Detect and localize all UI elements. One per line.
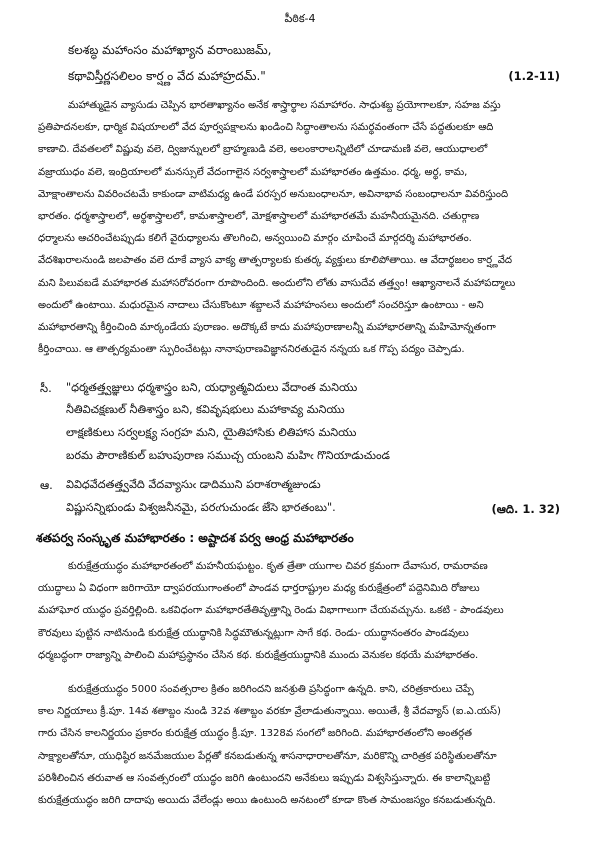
paragraph-3-line: కాల నిర్ణయాలు క్రీ.పూ. 14వ శతాబ్దం నుండి 32వ శతాబ్దం వరకూ వ్రేలాడుతున్నాయి. అయితే, శ్రీ వేదవ్యాస్ (ఐ.ఎ.యస్) — [38, 706, 501, 718]
paragraph-1-line: కాణాచి. దేవతలలో విష్ణువు వలె, ద్విజున్నులలో బ్రాహ్మణుడి వలె, అలంకారాలన్నిటిలో చూడామణి వలె, ఆయుధాలలో — [38, 144, 488, 156]
page-number: పీఠిక-4 — [284, 12, 316, 25]
poem-1-line: నీతివిచక్షణుల్ నీతిశాస్త్రం బని, కవివృషభులు మహాకావ్య మనియు — [66, 403, 345, 416]
opening-verse-line-2: కథావిస్తీర్ణసలిలం కార్ష్ణం వేద మహాహ్రదమ్." — [68, 69, 266, 83]
paragraph-3-line: కురుక్షేత్రయుద్ధం 5000 సంవత్సరాల క్రితం జరిగిందని జనశ్రుతి ప్రసిద్ధంగా ఉన్నది. కాని, చరిత్రకారులు చెప్పే — [68, 684, 474, 695]
paragraph-3-line: పరిశీలించిన తరువాత ఆ సంవత్సరంలో యుద్ధం జరిగి ఉంటుందని అనేకులు ఇప్పుడు విశ్వసిస్తున్నారు. ఈ కాలాన్నిబట్టి — [38, 772, 491, 784]
paragraph-3-line: గారు చేసిన కాలనిర్ణయం ప్రకారం కురుక్షేత్ర యుద్ధం క్రీ.పూ. 1328వ సంగలో జరిగింది. మహాభారతంలోని అంతర్గత — [38, 728, 473, 740]
poem-2-line: విష్ణుసన్నిభుండు విశ్వజనీనమై, పరఁగుచుండఁ జేసె భారతంబు". — [66, 501, 336, 514]
paragraph-1-line: మోక్షాంతాలను వివరించటమే కాకుండా వాటిమధ్య ఉండే పరస్పర అనుబంధాలనూ, అవినాభావ సంబంధాలనూ వివరిస్తుంది — [38, 188, 509, 200]
paragraph-2-line: ధర్మబద్ధంగా రాజ్యాన్ని పాలించి మహాప్రస్థానం చేసిన కథ. కురుక్షేత్రయుద్ధానికి ముందు వెనుకల కథయే మహాభారతం. — [38, 649, 479, 661]
paragraph-1-line: మహాభారతాన్ని కీర్తించింది మార్కండేయ పురాణం. అదొక్కటే కాదు మహాపురాణాలన్నీ మహాభారతాన్ని మహిమోన్నతంగా — [38, 322, 496, 334]
paragraph-2 — [38, 556, 566, 667]
paragraph-2-line: మహాఘోర యుద్ధం ప్రవర్తిల్లింది. ఒకవిధంగా మహాభారతేతివృత్తాన్ని రెండు విభాగాలుగా చేయవచ్చును. ఒకటి - పాండవులు — [38, 605, 504, 617]
paragraph-2-line: కురుక్షేత్రయుద్ధం మహాభారతంలో మహనీయఘట్టం. కృత త్రేతా యుగాల చివర క్రమంగా దేవాసుర, రామరావణ — [68, 561, 488, 572]
opening-verse-reference: (1.2-11) — [508, 69, 560, 83]
paragraph-1-line: ప్రతిపాదనలకూ, ధార్మిక విషయాలలో వేద పూర్వపక్షాలను ఖండించి సిద్ధాంతాలను సమర్థవంతంగా చేసే పద్ధతులకూ ఆది — [38, 122, 494, 134]
poem-1-line: లాక్షణికులు సర్వలక్ష్య సంగ్రహ మని, యైతిహాసికు లితిహాస మనియు — [66, 426, 357, 439]
paragraph-1 — [38, 95, 566, 361]
paragraph-1-line: భారతం. ధర్మశాస్త్రాలలో, అర్థశాస్త్రాలలో, కామశాస్త్రాలలో, మోక్షశాస్త్రాలలో మహాభారతమే మహనీయమైనది. చతుర్గాణ — [38, 211, 480, 223]
paragraph-2-line: కౌరవులు పుట్టిన నాటినుండి కురుక్షేత్ర యుద్ధానికి సిద్ధమౌతున్నట్లుగా సాగే కథ. రెండు- యుద్ధానంతరం పాండవులు — [38, 627, 469, 639]
paragraph-3-line: కురుక్షేత్రయుద్ధం జరిగి దాదాపు అయిదు వేలేండ్లు అయి ఉంటుంది అనటంలో కూడా కొంత సామంజస్యం కనబడుతున్నది. — [38, 795, 496, 807]
paragraph-1-line: ధర్మాలను ఆచరించేటప్పుడు కలిగే వైరుధ్యాలను తొలగించి, అన్వయించి మార్గం చూపించే మార్గదర్శి మహాభారతం. — [38, 233, 472, 245]
section-heading: శతపర్వ సంస్కృత మహాభారతం : అష్టాదశ పర్వ ఆంధ్ర మహాభారతం — [36, 531, 354, 545]
paragraph-3-line: సాక్ష్యాలతోనూ, యుధిష్ఠిర జనమేజయుల పేర్లతో కనబడుతున్న శాసనాధారాలతోనూ, మరికొన్ని చారిత్రక పరిస్థితులతోనూ — [38, 750, 497, 762]
paragraph-1-line: మని పిలువబడే మహాభారత మహాసరోవరంగా రూపొందింది. అందులోని లోతు వాసుదేవ తత్త్వం! ఆఖ్యానాలనే మహాపద్మాలు — [38, 277, 516, 289]
paragraph-1-line: వేదశిఖరాలనుండి జలపాతం వలె దూకే వ్యాస వాక్య తాత్పర్యాలకు కుతర్క వ్యక్తులు కూలిపోతాయి. ఆ వేదార్థజలం కార్ష్ణవేద — [38, 255, 513, 267]
paragraph-2-line: యుద్ధాలు ఏ విధంగా జరిగాయో ద్వాపరయుగాంతంలో పాండవ ధార్తరాష్ట్రుల మధ్య కురుక్షేత్రంలో పద్దెనిమిది రోజులు — [38, 583, 480, 595]
poem-1-line: బరమ పౌరాణికుల్ బహుపురాణ సముచ్చ యంబని మహిఁ గొనియాడుచుండ — [66, 449, 390, 462]
poem-2-reference: (ఆది. 1. 32) — [491, 502, 560, 516]
poem-2-line: వివిధవేదతత్త్వవేది వేదవ్యాసుఁ డాదిముని పరాశరాత్మజుండు — [66, 478, 321, 491]
poem-1-line: "ధర్మతత్త్వజ్ఞులు ధర్మశాస్త్రం బని, యధ్యాత్మవిదులు వేదాంత మనియు — [66, 381, 358, 394]
paragraph-1-line: వజ్రాయుధం వలె, ఇంద్రియాలలో మనస్సులే వేదంగాలైన సర్వశాస్త్రాలలో మహాభారతం ఉత్తమం. ధర్మ, అర్థ, కామ, — [38, 166, 468, 178]
poem-2-label: ఆ. — [40, 478, 53, 492]
paragraph-1-line: మహాత్ముడైన వ్యాసుడు చెప్పిన భారతాఖ్యానం అనేక శాస్త్రార్థాల సమాహారం. సాధుశబ్ద ప్రయోగాలకూ, సహజ వస్తు — [68, 100, 501, 111]
paragraph-1-line: అందులో ఉంటాయి. మధురమైన నాదాలు చేసుకొంటూ శబ్దాలనే మహాహంసలు అందులో సంచరిస్తూ ఉంటాయి - అని — [38, 299, 484, 311]
paragraph-3 — [38, 679, 566, 812]
paragraph-1-line: కీర్తించాయి. ఆ తాత్పర్యమంతా స్ఫురించేటట్లు నానాపురాణవిజ్ఞాననిరతుడైన నన్నయ ఒక గొప్ప పద్యం చెప్పాడు. — [38, 344, 465, 356]
opening-verse-line-1: కలశబ్ధ మహాంసం మహాఖ్యాన వరాంబుజమ్, — [68, 43, 272, 57]
poem-1-label: సీ. — [40, 381, 52, 395]
